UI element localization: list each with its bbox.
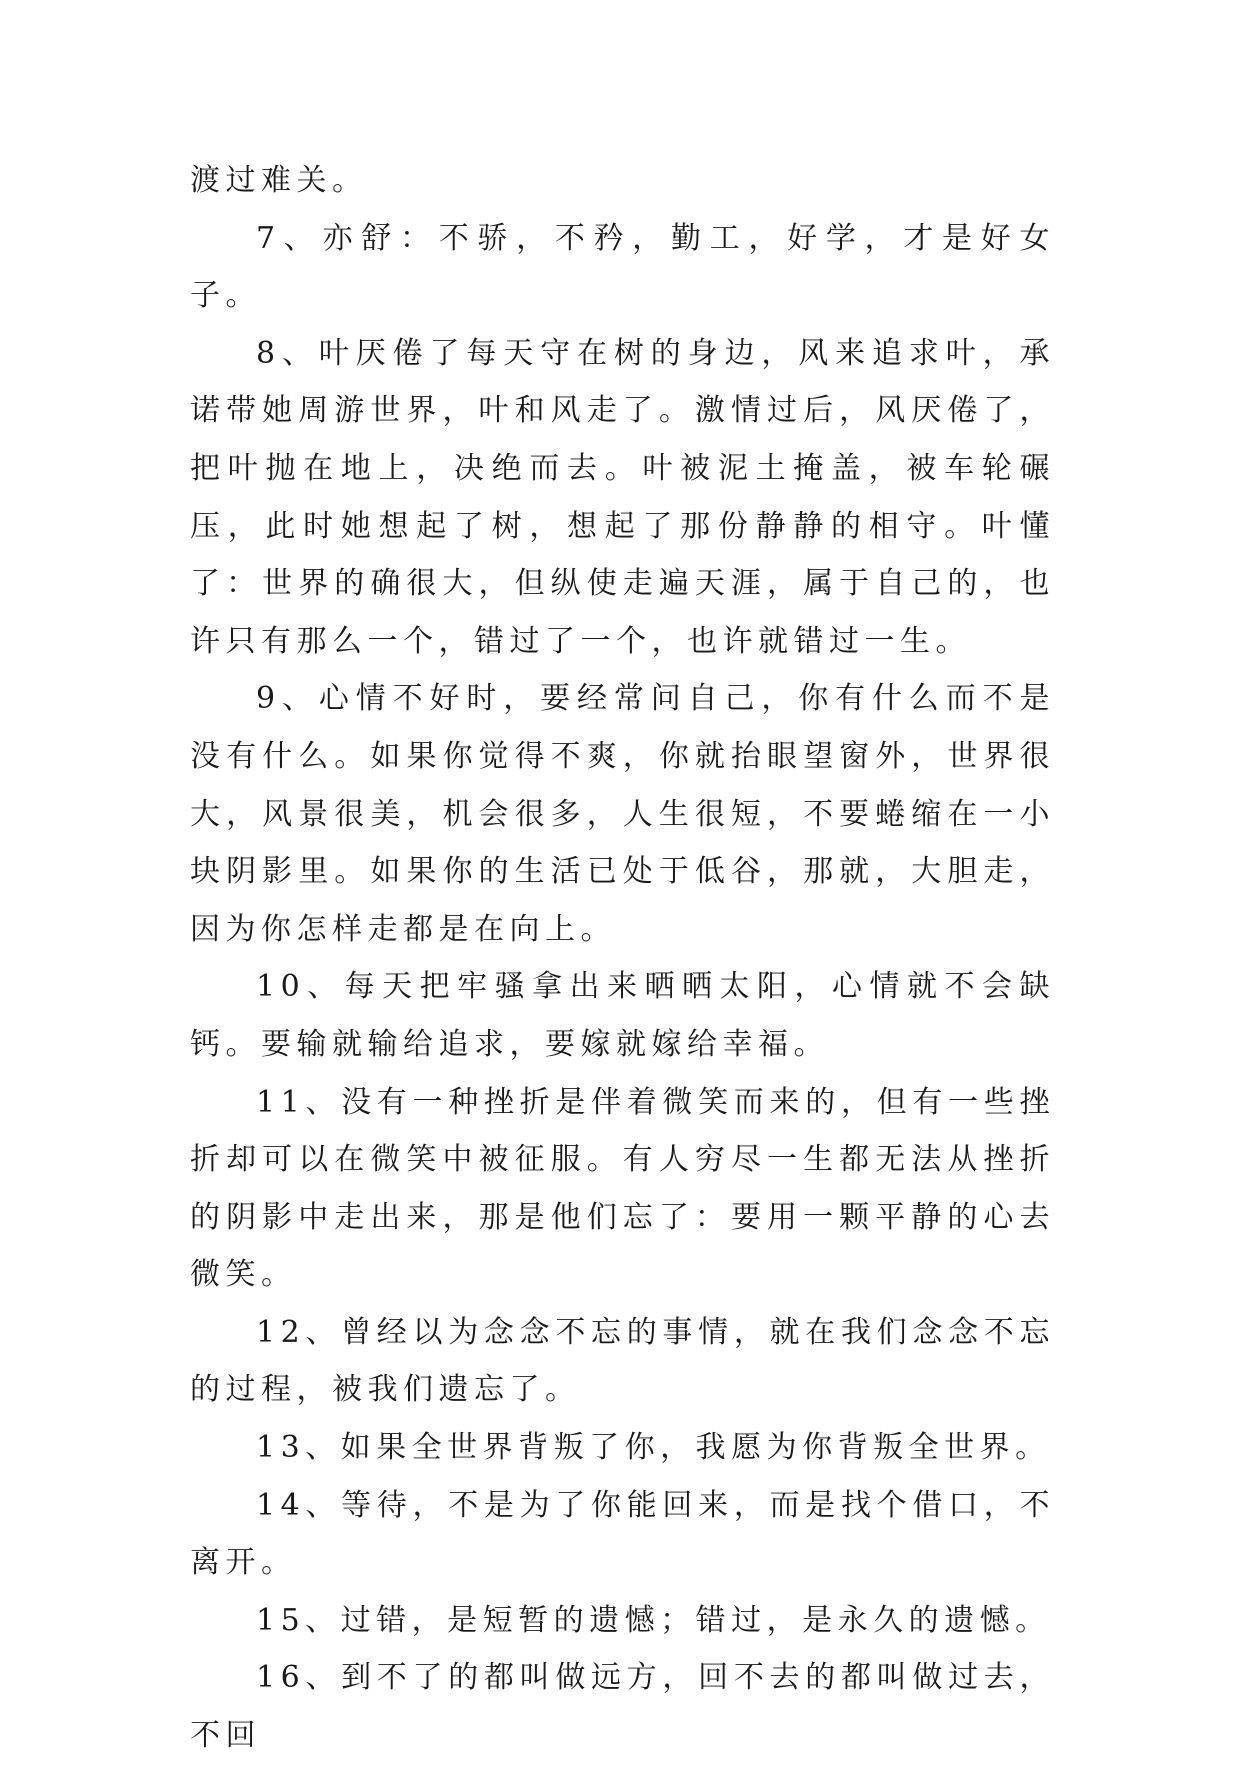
paragraph-quote-8: 8、叶厌倦了每天守在树的身边，风来追求叶，承诺带她周游世界，叶和风走了。激情过后，风厌倦了，把叶抛在地上，决绝而去。叶被泥土掩盖，被车轮碾压，此时她想起了树，想起了那份静静的相守。叶懂了：世界的确很大，但纵使走遍天涯，属于自己的，也许只有那么一个，错过了一个，也许就错过一生。 xyxy=(190,335,1055,659)
paragraph-quote-14: 14、等待，不是为了你能回来，而是找个借口，不离开。 xyxy=(190,1487,1055,1581)
paragraph-quote-15: 15、过错，是短暂的遗憾；错过，是永久的遗憾。 xyxy=(256,1602,1051,1638)
paragraph-quote-16: 16、到不了的都叫做远方，回不去的都叫做过去，不回 xyxy=(190,1660,1055,1754)
paragraph-quote-7: 7、亦舒：不骄，不矜，勤工，好学，才是好女子。 xyxy=(190,220,1055,314)
paragraph-continuation: 渡过难关。 xyxy=(190,163,368,198)
paragraph-quote-12: 12、曾经以为念念不忘的事情，就在我们念念不忘的过程，被我们遗忘了。 xyxy=(190,1314,1055,1408)
document-page xyxy=(190,152,1055,1765)
paragraph-quote-9: 9、心情不好时，要经常问自己，你有什么而不是没有什么。如果你觉得不爽，你就抬眼望窗外，世界很大，风景很美，机会很多，人生很短，不要蜷缩在一小块阴影里。如果你的生活已处于低谷，那就，大胆走，因为你怎样走都是在向上。 xyxy=(190,681,1055,947)
paragraph-quote-13: 13、如果全世界背叛了你，我愿为你背叛全世界。 xyxy=(256,1430,1051,1466)
paragraph-quote-11: 11、没有一种挫折是伴着微笑而来的，但有一些挫折却可以在微笑中被征服。有人穷尽一生都无法从挫折的阴影中走出来，那是他们忘了：要用一颗平静的心去微笑。 xyxy=(190,1084,1055,1293)
paragraph-quote-10: 10、每天把牢骚拿出来晒晒太阳，心情就不会缺钙。要输就输给追求，要嫁就嫁给幸福。 xyxy=(190,969,1055,1062)
